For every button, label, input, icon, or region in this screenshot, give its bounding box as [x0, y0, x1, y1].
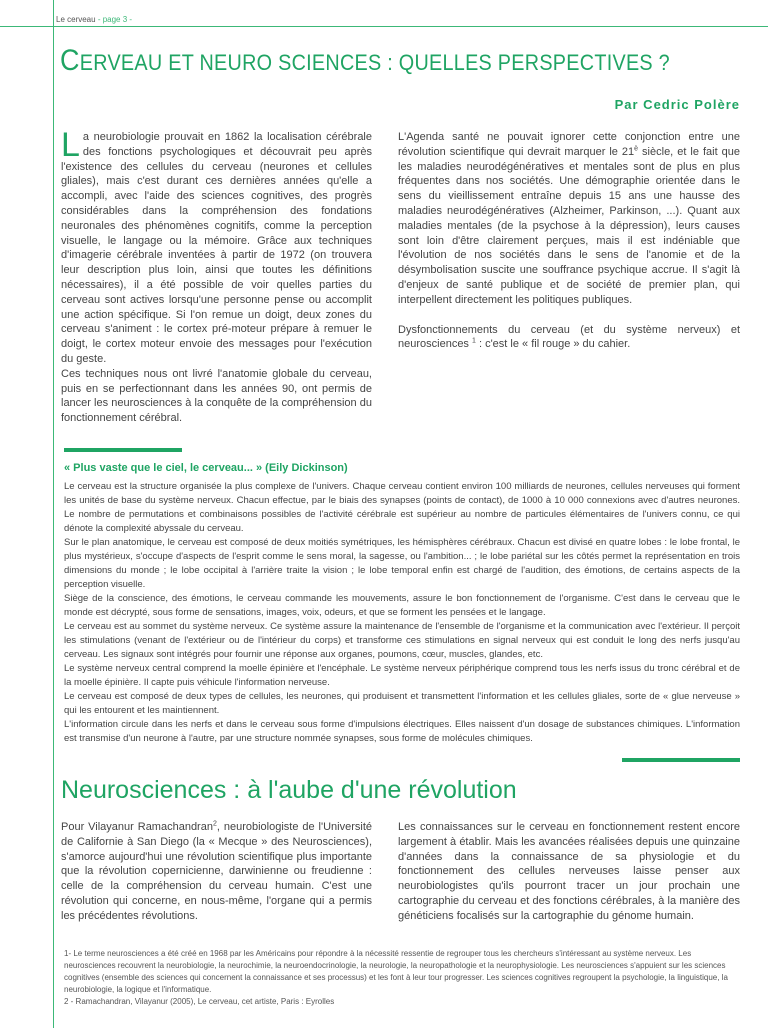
text: siècle, et le fait que les maladies neurodégénératives et mentales sont de plus en plus fréquentes dans nos sociétés. Une démographie orientée dans le sens du vieillissement entraîne depuis 15 ans une hausse des maladies neurodégénératives (Alzheimer, Parkinson, ...). Quant aux maladies mentales (de la psychose à la dépression), leurs causes sont loin d'être clairement perçues, mais il est indéniable que l'évolution de nos sociétés dans le sens de l'anomie et de la désymbolisation suscite une souffrance psychique accrue. Il s'agit là d'enjeux de santé publique et de société de premier plan, qui interpellent directement les politiques publiques.: [398, 145, 740, 306]
text: : c'est le « fil rouge » du cahier.: [475, 338, 631, 351]
footnotes: [64, 948, 740, 1008]
box-paragraph: Sur le plan anatomique, le cerveau est composé de deux moitiés symétriques, les hémisphères cérébraux. Chacun est divisé en quatre lobes : le lobe frontal, le plus mystérieux, s'occupe d'aspects de l'esprit comme le sens moral, la sagesse, ou l'ambition... ; le lobe pariétal sur les côtés permet la représentation en trois dimensions du monde ; le lobe occipital à l'arrière traite la vision ; le lobe temporal enfin est chargé de l'audition, des émotions, de certains aspects de la perception visuelle.: [64, 536, 740, 590]
box-paragraph: L'information circule dans les nerfs et dans le cerveau sous forme d'impulsions électriques. Elles naissent d'un dosage de substances chimiques. L'information est transmise d'un neurone à l'autre, par une structure nommée synapses, sous forme de molécules chimiques.: [64, 718, 740, 744]
box-paragraph: Le cerveau est au sommet du système nerveux. Ce système assure la maintenance de l'ensemble de l'organisme et la communication avec l'extérieur. Il perçoit les stimulations (venant de l'extérieur ou de l'intérieur du corps) et transforme ces stimulations en signal nerveux qui est conduit le long des nerfs jusqu'au cerveau. Les signaux sont intégrés pour fournir une réponse aux organes, poumons, cœur, muscles, glandes, etc.: [64, 620, 740, 660]
text: L'Agenda santé ne pouvait ignorer cette conjonction entre une révolution scientifique qui devrait marquer le 21: [398, 131, 740, 158]
paragraph: Ces techniques nous ont livré l'anatomie globale du cerveau, puis en se perfectionnant dans les années 90, ont permis de lancer les neurosciences à la conquête de la compréhension du fonctionnement cérébral.: [61, 367, 372, 425]
box-paragraph: Le cerveau est composé de deux types de cellules, les neurones, qui produisent et transmettent l'information et les cellules gliales, sorte de « glue nerveuse » qui les entourent et les maintiennent.: [64, 690, 740, 716]
accent-bar: [622, 758, 740, 762]
page-number: - page 3 -: [95, 15, 133, 24]
footnote-ref: 2: [212, 820, 217, 828]
intro-row: [61, 126, 740, 426]
footnote-ref: 1: [472, 337, 476, 345]
section-right-column: [398, 820, 740, 924]
footnote: 2 - Ramachandran, Vilayanur (2005), Le cerveau, cet artiste, Paris : Eyrolles: [64, 996, 335, 1006]
text: a neurobiologie prouvait en 1862 la localisation cérébrale des fonctions psychologiques et découvrait peu après l'existence des cellules du cerveau (neurones et cellules gliales), mais c'est durant ces dernières années qu'elle a accompli, avec l'aide des sciences cognitives, des progrès considérables dans la compréhension des fondations neuronales des phénomènes cognitifs, comme la perception visuelle, le langage ou la mémoire. Grâce aux techniques d'imagerie cérébrale inventées à partir de 1972 (on trouvera leur description plus loin, ainsi que toutes les définitions nécessaires), il a été possible de voir quelles parties du cerveau sont actives lorsqu'une personne pense ou accomplit une action spécifique. Si l'on remue un doigt, deux zones du cerveau s'animent : le cortex pré-moteur prépare à remuer le doigt, le cortex moteur envoie des messages pour l'exécution du geste.: [61, 131, 372, 365]
section-title: Neurosciences : à l'aube d'une révolution: [61, 775, 517, 804]
text: Pour Vilayanur Ramachandran: [61, 820, 213, 833]
paragraph: [398, 130, 740, 308]
superscript: è: [634, 145, 639, 153]
paragraph: Les connaissances sur le cerveau en fonctionnement restent encore largement à établir. Mais les avancées réalisées depuis une quinzaine d'années dans la connaissance de sa physiologie et du fonctionnement des cellules nerveuses laisse penser aux neurobiologistes qu'ils pourront tracer un jour prochain une cartographie du cerveau et des fonctions cérébrales, à la manière des généticiens focalisés sur la cartographie du génome humain.: [398, 820, 740, 922]
title-initial: C: [60, 44, 80, 77]
margin-rule: [53, 0, 54, 1028]
section-left-column: [61, 820, 372, 924]
info-box: [64, 480, 740, 746]
section-name: Le cerveau: [56, 15, 96, 24]
page-content: [61, 0, 740, 1028]
box-paragraph: Le système nerveux central comprend la moelle épinière et l'encéphale. Le système nerveux périphérique comprend tous les nerfs issus du tronc cérébral et de la moelle épinière. Il capte puis véhicule l'information nerveuse.: [64, 662, 740, 688]
section-row: [61, 820, 740, 924]
text: , neurobiologiste de l'Université de Californie à San Diego (la « Mecque » des Neurosciences), s'amorce aujourd'hui une révolution scientifique plus importante que la révolution copernicienne, darwinienne ou freudienne : celle de la compréhension du cerveau humain. C'est une révolution qui concerne, en nous-même, l'organe qui a permis les précédentes révolutions.: [61, 820, 372, 922]
box-paragraph: Siège de la conscience, des émotions, le cerveau commande les mouvements, assure le bon fonctionnement de l'organisme. C'est dans le cerveau que le monde est décrypté, sous forme de sensations, images, voix, odeurs, et que se forment les pensées et le langage.: [64, 592, 740, 618]
drop-cap: L: [61, 126, 80, 164]
byline: Par Cedric Polère: [614, 97, 740, 112]
intro-right-column: [398, 130, 740, 352]
paragraph: [398, 323, 740, 353]
paragraph: [61, 126, 372, 367]
accent-bar: [64, 448, 182, 452]
footnote: 1- Le terme neurosciences a été créé en 1968 par les Américains pour répondre à la nécessité ressentie de regrouper tous les chercheurs s'intéressant au système nerveux. Les neurosciences recouvrent la neurobiologie, la neurochimie, la neuroendocrinologie, la neurologie, la neuropathologie et la neurophysiologie. Les neurosciences s'appuient sur les sciences cognitives (ensemble des sciences qui concernent la connaissance et ses processus) et les font à leur tour progresser. Les sciences cognitives regroupent la psychologie, la linguistique, la neurobiologie, la logique et l'informatique.: [64, 948, 728, 994]
title-rest: ERVEAU ET NEURO SCIENCES : QUELLES PERSPECTIVES ?: [79, 50, 670, 75]
text: Dysfonctionnements du cerveau (et du système nerveux) et neurosciences: [398, 323, 740, 351]
paragraph: [61, 820, 372, 924]
box-paragraph: Le cerveau est la structure organisée la plus complexe de l'univers. Chaque cerveau contient environ 100 milliards de neurones, cellules nerveuses qui forment les unités de base du système nerveux. Chacun effectue, par le biais des synapses (points de contact), de 1000 à 10 000 connexions avec d'autres neurones. Le nombre de permutations et combinaisons possibles de l'activité cérébrale est supérieur au nombre de particules élémentaires de l'univers connu, ce qui dénote la complexité abyssale du cerveau.: [64, 480, 740, 534]
intro-left-column: [61, 126, 372, 426]
box-heading: « Plus vaste que le ciel, le cerveau... » (Eily Dickinson): [64, 461, 348, 474]
